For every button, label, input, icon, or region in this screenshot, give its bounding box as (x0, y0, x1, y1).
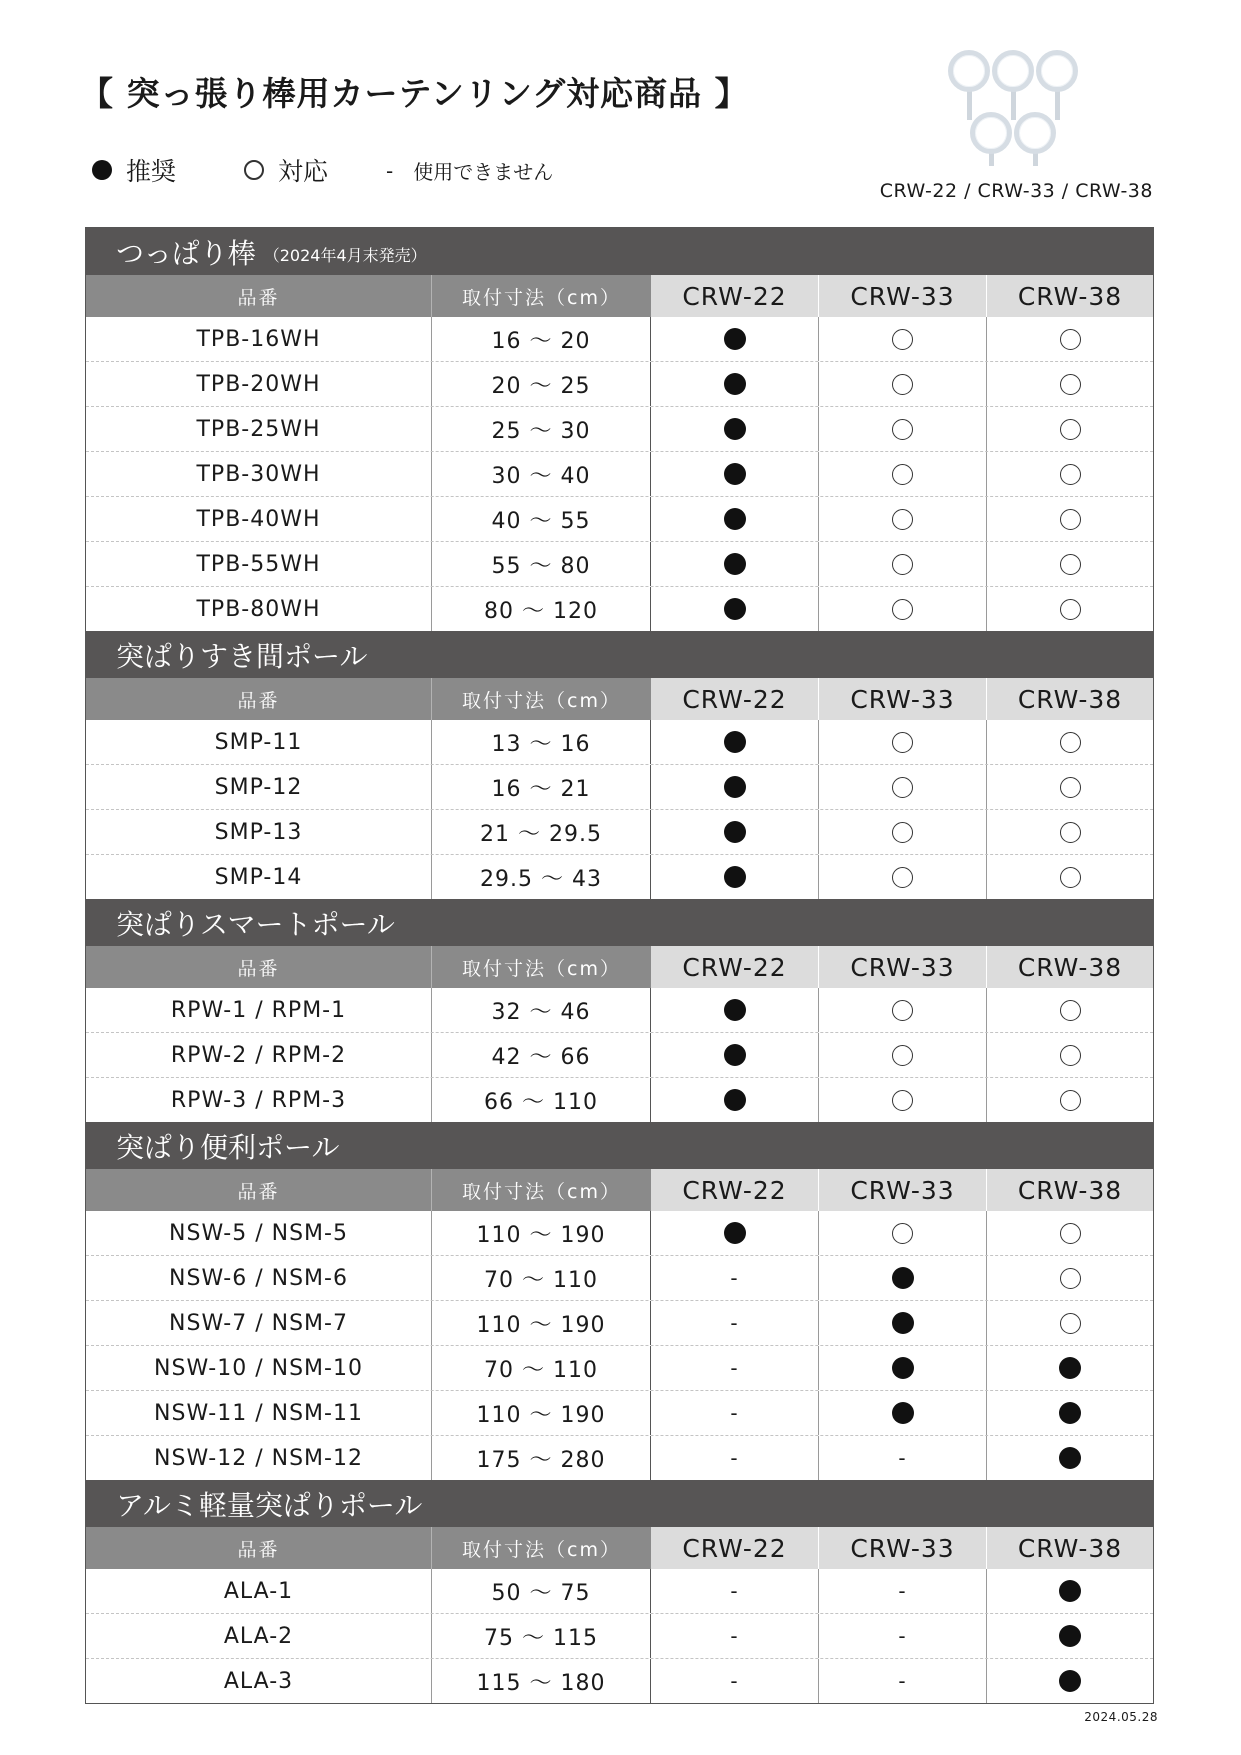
compat-cell (987, 1301, 1153, 1345)
hollow-circle-icon (1060, 599, 1081, 620)
product-code: SMP-13 (86, 810, 432, 854)
header-crw-22: CRW-22 (651, 946, 819, 988)
table-row (86, 1391, 1153, 1436)
mounting-size: 30 ～ 40 (432, 452, 651, 496)
hollow-circle-icon (1060, 732, 1081, 753)
compat-cell (651, 1211, 819, 1255)
product-code: TPB-80WH (86, 587, 432, 631)
compat-cell (819, 497, 987, 541)
mounting-size: 16 ～ 21 (432, 765, 651, 809)
table-row (86, 1211, 1153, 1256)
mounting-size: 110 ～ 190 (432, 1391, 651, 1435)
hollow-circle-icon (1060, 374, 1081, 395)
compat-cell (819, 542, 987, 586)
compat-cell (987, 362, 1153, 406)
compat-cell (819, 855, 987, 899)
mounting-size: 80 ～ 120 (432, 587, 651, 631)
filled-circle-icon (1059, 1580, 1081, 1602)
table-row (86, 1659, 1153, 1703)
hollow-circle-icon (1060, 1090, 1081, 1111)
compat-cell (651, 1256, 819, 1300)
dash-icon: - (730, 1356, 739, 1380)
header-product: 品番 (86, 275, 432, 317)
compat-cell (819, 1659, 987, 1703)
table-row (86, 810, 1153, 855)
header-size: 取付寸法（cm） (432, 1169, 651, 1211)
header-size: 取付寸法（cm） (432, 1527, 651, 1569)
header-crw-38: CRW-38 (987, 946, 1153, 988)
product-code: TPB-20WH (86, 362, 432, 406)
hollow-circle-icon (1060, 1268, 1081, 1289)
header-size: 取付寸法（cm） (432, 678, 651, 720)
table-section (86, 631, 1153, 899)
mounting-size: 55 ～ 80 (432, 542, 651, 586)
filled-circle-icon (724, 1089, 746, 1111)
mounting-size: 70 ～ 110 (432, 1346, 651, 1390)
table-row (86, 362, 1153, 407)
compat-cell (819, 1569, 987, 1613)
header-crw-33: CRW-33 (819, 1169, 987, 1211)
filled-circle-icon (892, 1312, 914, 1334)
compat-cell (651, 988, 819, 1032)
dash-icon: - (730, 1624, 739, 1648)
table-row (86, 1033, 1153, 1078)
filled-circle-icon (724, 1222, 746, 1244)
compat-cell (651, 407, 819, 451)
hollow-circle-icon (1060, 1313, 1081, 1334)
header-product: 品番 (86, 946, 432, 988)
hollow-circle-icon (892, 777, 913, 798)
hollow-circle-icon (892, 374, 913, 395)
compat-cell (819, 362, 987, 406)
product-code: TPB-25WH (86, 407, 432, 451)
mounting-size: 110 ～ 190 (432, 1301, 651, 1345)
filled-circle-icon (892, 1357, 914, 1379)
header-crw-38: CRW-38 (987, 275, 1153, 317)
mounting-size: 70 ～ 110 (432, 1256, 651, 1300)
compat-cell (651, 587, 819, 631)
table-row (86, 1346, 1153, 1391)
product-code: RPW-3 / RPM-3 (86, 1078, 432, 1122)
hollow-circle-icon (892, 554, 913, 575)
filled-circle-icon (892, 1402, 914, 1424)
table-header-row (86, 946, 1153, 988)
product-code: TPB-40WH (86, 497, 432, 541)
mounting-size: 40 ～ 55 (432, 497, 651, 541)
document-date: 2024.05.28 (1084, 1710, 1158, 1724)
hollow-circle-icon (1060, 822, 1081, 843)
legend-compatible (244, 152, 328, 188)
hollow-circle-icon (1060, 867, 1081, 888)
hollow-circle-icon (892, 599, 913, 620)
compat-cell (819, 720, 987, 764)
header-crw-38: CRW-38 (987, 678, 1153, 720)
legend-unavailable-label: 使用できません (413, 160, 554, 184)
compat-cell (987, 1211, 1153, 1255)
compat-cell (651, 1346, 819, 1390)
section-title (86, 1122, 1153, 1169)
product-code: ALA-1 (86, 1569, 432, 1613)
compat-cell (987, 1569, 1153, 1613)
table-row (86, 407, 1153, 452)
legend-recommended-label: 推奨 (126, 157, 177, 186)
dash-icon: - (386, 158, 394, 183)
page-title: 【 突っ張り棒用カーテンリング対応商品 】 (80, 74, 749, 113)
mounting-size: 50 ～ 75 (432, 1569, 651, 1613)
legend-recommended (92, 152, 176, 188)
filled-circle-icon (92, 160, 112, 180)
hollow-circle-icon (1060, 554, 1081, 575)
header-crw-22: CRW-22 (651, 1527, 819, 1569)
compat-cell (819, 1078, 987, 1122)
table-header-row (86, 678, 1153, 720)
table-row (86, 1256, 1153, 1301)
compat-cell (651, 1391, 819, 1435)
compat-cell (651, 1301, 819, 1345)
product-code: RPW-2 / RPM-2 (86, 1033, 432, 1077)
compat-cell (819, 1436, 987, 1480)
compat-cell (987, 1614, 1153, 1658)
compat-cell (819, 988, 987, 1032)
compat-cell (987, 810, 1153, 854)
table-row (86, 1614, 1153, 1659)
compat-cell (819, 1301, 987, 1345)
hollow-circle-icon (1060, 1223, 1081, 1244)
filled-circle-icon (1059, 1357, 1081, 1379)
product-code: NSW-6 / NSM-6 (86, 1256, 432, 1300)
dash-icon: - (730, 1579, 739, 1603)
compat-cell (651, 1436, 819, 1480)
compat-cell (651, 1033, 819, 1077)
filled-circle-icon (724, 373, 746, 395)
compat-cell (651, 542, 819, 586)
table-section (86, 899, 1153, 1122)
compat-cell (651, 452, 819, 496)
compat-cell (651, 1078, 819, 1122)
table-row (86, 497, 1153, 542)
section-note: （2024年4月末発売） (263, 246, 427, 265)
compat-cell (819, 1256, 987, 1300)
legend (0, 152, 800, 188)
compat-cell (819, 1614, 987, 1658)
curtain-rings-image (948, 50, 1088, 170)
compat-cell (987, 497, 1153, 541)
filled-circle-icon (892, 1267, 914, 1289)
table-header-row (86, 1527, 1153, 1569)
table-row (86, 1078, 1153, 1122)
compat-cell (987, 1256, 1153, 1300)
table-section (86, 1122, 1153, 1480)
compat-cell (651, 720, 819, 764)
table-section (86, 228, 1153, 631)
hollow-circle-icon (1060, 777, 1081, 798)
hollow-circle-icon (1060, 419, 1081, 440)
header-crw-22: CRW-22 (651, 678, 819, 720)
filled-circle-icon (1059, 1402, 1081, 1424)
filled-circle-icon (1059, 1447, 1081, 1469)
product-code: TPB-16WH (86, 317, 432, 361)
mounting-size: 32 ～ 46 (432, 988, 651, 1032)
mounting-size: 21 ～ 29.5 (432, 810, 651, 854)
hollow-circle-icon (892, 329, 913, 350)
hollow-circle-icon (892, 1223, 913, 1244)
filled-circle-icon (724, 418, 746, 440)
table-row (86, 587, 1153, 631)
compat-cell (651, 317, 819, 361)
header-product: 品番 (86, 1527, 432, 1569)
product-code: ALA-2 (86, 1614, 432, 1658)
header-size: 取付寸法（cm） (432, 946, 651, 988)
hollow-circle-icon (892, 1045, 913, 1066)
hollow-circle-icon (892, 732, 913, 753)
hollow-circle-icon (1060, 1045, 1081, 1066)
compat-cell (987, 317, 1153, 361)
table-header-row (86, 1169, 1153, 1211)
product-code: RPW-1 / RPM-1 (86, 988, 432, 1032)
compat-cell (987, 542, 1153, 586)
table-row (86, 765, 1153, 810)
hollow-circle-icon (1060, 464, 1081, 485)
mounting-size: 66 ～ 110 (432, 1078, 651, 1122)
product-code: NSW-7 / NSM-7 (86, 1301, 432, 1345)
table-row (86, 542, 1153, 587)
header-crw-38: CRW-38 (987, 1527, 1153, 1569)
compat-cell (987, 452, 1153, 496)
mounting-size: 175 ～ 280 (432, 1436, 651, 1480)
compat-cell (651, 1659, 819, 1703)
filled-circle-icon (1059, 1670, 1081, 1692)
compat-cell (819, 587, 987, 631)
header-size: 取付寸法（cm） (432, 275, 651, 317)
header-crw-33: CRW-33 (819, 946, 987, 988)
filled-circle-icon (724, 821, 746, 843)
hollow-circle-icon (892, 822, 913, 843)
legend-compatible-label: 対応 (278, 157, 329, 186)
header-crw-33: CRW-33 (819, 678, 987, 720)
section-title (86, 1480, 1153, 1527)
header-crw-22: CRW-22 (651, 275, 819, 317)
mounting-size: 42 ～ 66 (432, 1033, 651, 1077)
compat-cell (987, 765, 1153, 809)
compat-cell (987, 720, 1153, 764)
product-code: SMP-11 (86, 720, 432, 764)
dash-icon: - (730, 1311, 739, 1335)
table-row (86, 855, 1153, 899)
compat-cell (651, 1569, 819, 1613)
hollow-circle-icon (892, 419, 913, 440)
header-crw-22: CRW-22 (651, 1169, 819, 1211)
table-row (86, 317, 1153, 362)
compat-cell (819, 810, 987, 854)
filled-circle-icon (724, 598, 746, 620)
dash-icon: - (898, 1669, 907, 1693)
filled-circle-icon (724, 1044, 746, 1066)
dash-icon: - (730, 1446, 739, 1470)
section-name: アルミ軽量突ぱりポール (116, 1488, 423, 1522)
hollow-circle-icon (892, 464, 913, 485)
hollow-circle-icon (892, 1000, 913, 1021)
product-code: NSW-12 / NSM-12 (86, 1436, 432, 1480)
compat-cell (819, 1033, 987, 1077)
hollow-circle-icon (892, 867, 913, 888)
compat-cell (819, 452, 987, 496)
product-code: NSW-5 / NSM-5 (86, 1211, 432, 1255)
dash-icon: - (898, 1446, 907, 1470)
section-title (86, 631, 1153, 678)
hollow-circle-icon (1060, 329, 1081, 350)
dash-icon: - (898, 1624, 907, 1648)
compat-cell (651, 855, 819, 899)
compat-cell (819, 317, 987, 361)
table-section (86, 1480, 1153, 1703)
product-code: NSW-11 / NSM-11 (86, 1391, 432, 1435)
section-name: つっぱり棒 (116, 236, 256, 270)
compat-cell (987, 1346, 1153, 1390)
compat-cell (651, 362, 819, 406)
mounting-size: 16 ～ 20 (432, 317, 651, 361)
table-row (86, 988, 1153, 1033)
compat-cell (987, 1033, 1153, 1077)
curtain-ring-icon (1014, 112, 1056, 154)
header-product: 品番 (86, 678, 432, 720)
compat-cell (819, 765, 987, 809)
product-code: NSW-10 / NSM-10 (86, 1346, 432, 1390)
filled-circle-icon (1059, 1625, 1081, 1647)
table-row (86, 720, 1153, 765)
compat-cell (987, 407, 1153, 451)
compat-cell (987, 1436, 1153, 1480)
compat-cell (651, 1614, 819, 1658)
curtain-ring-icon (1036, 50, 1078, 92)
filled-circle-icon (724, 776, 746, 798)
dash-icon: - (730, 1669, 739, 1693)
filled-circle-icon (724, 463, 746, 485)
section-name: 突ぱりスマートポール (116, 907, 395, 941)
header-product: 品番 (86, 1169, 432, 1211)
compat-cell (987, 988, 1153, 1032)
dash-icon: - (730, 1401, 739, 1425)
hollow-circle-icon (1060, 1000, 1081, 1021)
filled-circle-icon (724, 328, 746, 350)
section-title (86, 899, 1153, 946)
header-crw-33: CRW-33 (819, 1527, 987, 1569)
compat-cell (651, 765, 819, 809)
section-name: 突ぱりすき間ポール (116, 639, 368, 673)
mounting-size: 29.5 ～ 43 (432, 855, 651, 899)
mounting-size: 110 ～ 190 (432, 1211, 651, 1255)
table-row (86, 1436, 1153, 1480)
compat-cell (819, 1211, 987, 1255)
curtain-ring-icon (948, 50, 990, 92)
product-code: SMP-12 (86, 765, 432, 809)
product-code: TPB-55WH (86, 542, 432, 586)
compat-cell (987, 855, 1153, 899)
filled-circle-icon (724, 508, 746, 530)
compat-cell (651, 497, 819, 541)
hollow-circle-icon (1060, 509, 1081, 530)
filled-circle-icon (724, 866, 746, 888)
compat-cell (987, 1659, 1153, 1703)
hollow-circle-icon (244, 160, 264, 180)
hollow-circle-icon (892, 1090, 913, 1111)
curtain-ring-icon (992, 50, 1034, 92)
legend-unavailable (386, 156, 553, 185)
rings-caption: CRW-22 / CRW-33 / CRW-38 (879, 180, 1153, 202)
dash-icon: - (898, 1579, 907, 1603)
dash-icon: - (730, 1266, 739, 1290)
table-row (86, 1301, 1153, 1346)
compatibility-table (85, 227, 1154, 1704)
filled-circle-icon (724, 731, 746, 753)
mounting-size: 20 ～ 25 (432, 362, 651, 406)
compat-cell (987, 587, 1153, 631)
hollow-circle-icon (892, 509, 913, 530)
compat-cell (819, 1346, 987, 1390)
filled-circle-icon (724, 999, 746, 1021)
mounting-size: 13 ～ 16 (432, 720, 651, 764)
compat-cell (651, 810, 819, 854)
mounting-size: 25 ～ 30 (432, 407, 651, 451)
section-name: 突ぱり便利ポール (116, 1130, 340, 1164)
section-title (86, 228, 1153, 275)
curtain-ring-icon (970, 112, 1012, 154)
table-header-row (86, 275, 1153, 317)
product-code: SMP-14 (86, 855, 432, 899)
product-code: TPB-30WH (86, 452, 432, 496)
header-crw-33: CRW-33 (819, 275, 987, 317)
header-crw-38: CRW-38 (987, 1169, 1153, 1211)
table-row (86, 452, 1153, 497)
mounting-size: 115 ～ 180 (432, 1659, 651, 1703)
table-row (86, 1569, 1153, 1614)
compat-cell (819, 407, 987, 451)
compat-cell (819, 1391, 987, 1435)
compat-cell (987, 1391, 1153, 1435)
product-code: ALA-3 (86, 1659, 432, 1703)
filled-circle-icon (724, 553, 746, 575)
mounting-size: 75 ～ 115 (432, 1614, 651, 1658)
compat-cell (987, 1078, 1153, 1122)
